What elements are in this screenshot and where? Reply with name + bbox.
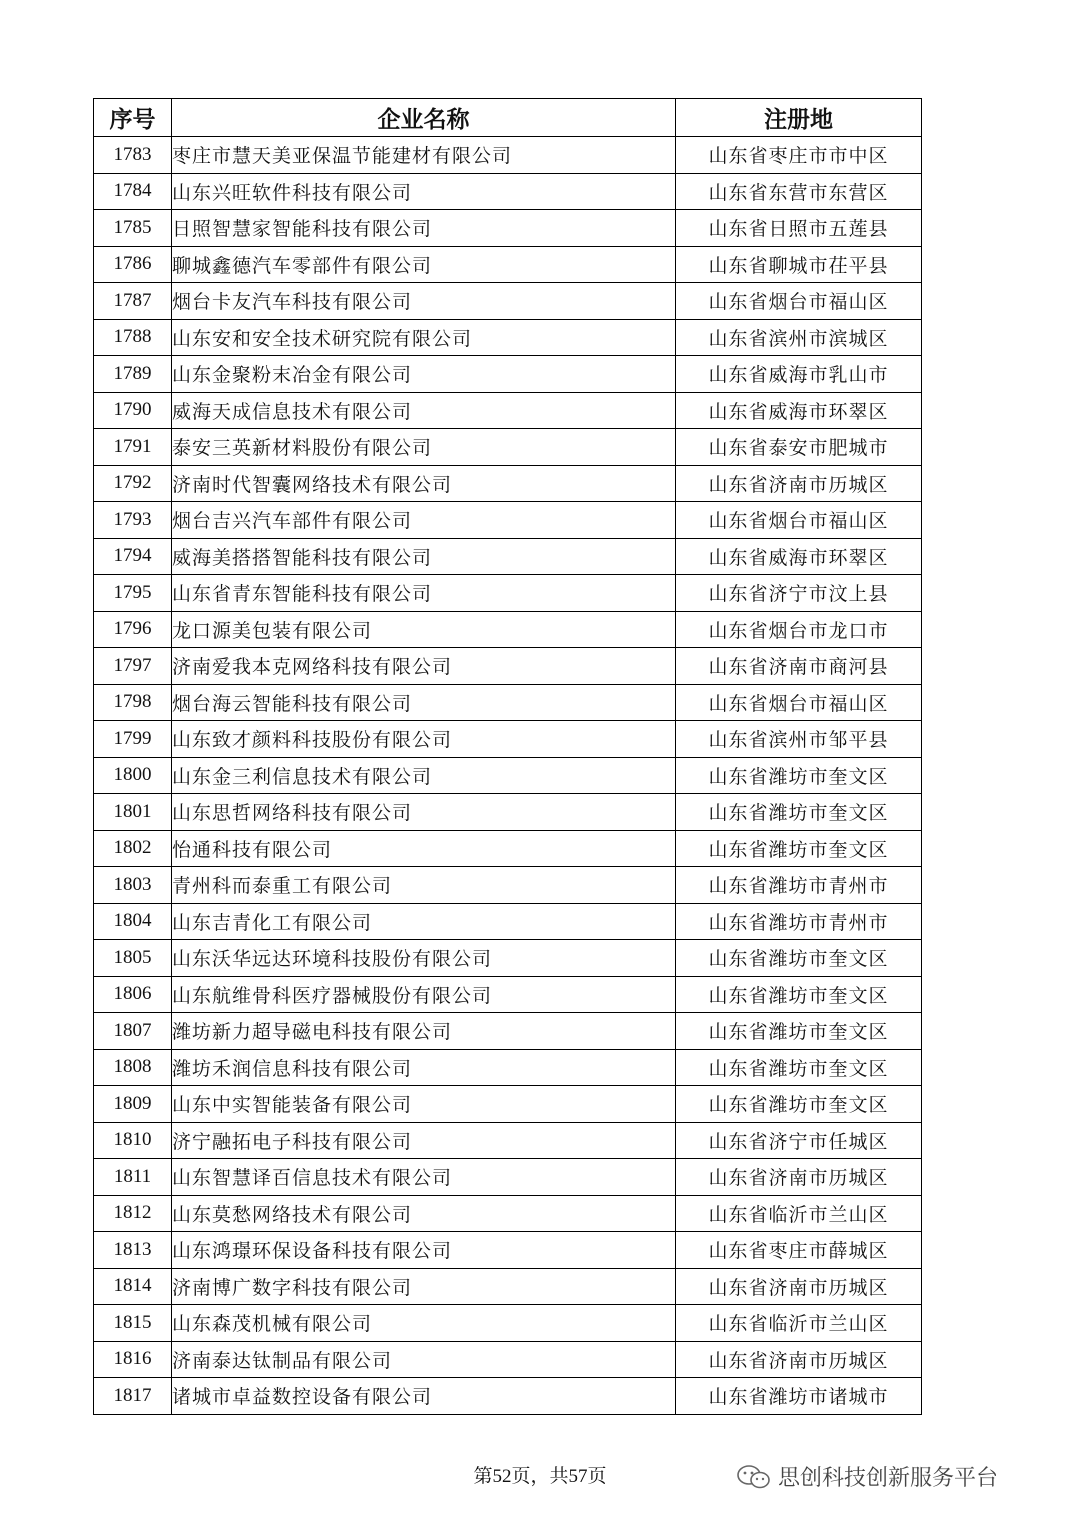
row-seq-cell: 1788 <box>94 319 172 356</box>
watermark <box>736 1461 998 1492</box>
row-company-name-cell: 山东莫愁网络技术有限公司 <box>172 1195 676 1232</box>
row-company-name-cell: 山东省青东智能科技有限公司 <box>172 575 676 612</box>
table-row <box>94 392 922 429</box>
row-company-name-cell: 山东鸿璟环保设备科技有限公司 <box>172 1232 676 1269</box>
row-address-cell: 山东省烟台市福山区 <box>676 684 922 721</box>
table-row <box>94 356 922 393</box>
row-seq-cell: 1785 <box>94 210 172 247</box>
row-address-cell: 山东省烟台市龙口市 <box>676 611 922 648</box>
table-row <box>94 538 922 575</box>
table-row <box>94 1122 922 1159</box>
row-company-name-cell: 山东金三利信息技术有限公司 <box>172 757 676 794</box>
row-address-cell: 山东省潍坊市奎文区 <box>676 1013 922 1050</box>
table-row <box>94 794 922 831</box>
row-seq-cell: 1808 <box>94 1049 172 1086</box>
row-company-name-cell: 枣庄市慧天美亚保温节能建材有限公司 <box>172 137 676 174</box>
row-company-name-cell: 济南时代智囊网络技术有限公司 <box>172 465 676 502</box>
row-company-name-cell: 烟台卡友汽车科技有限公司 <box>172 283 676 320</box>
row-company-name-cell: 烟台吉兴汽车部件有限公司 <box>172 502 676 539</box>
table-row <box>94 502 922 539</box>
row-address-cell: 山东省潍坊市奎文区 <box>676 794 922 831</box>
table-row <box>94 1049 922 1086</box>
row-address-cell: 山东省潍坊市青州市 <box>676 867 922 904</box>
row-address-cell: 山东省临沂市兰山区 <box>676 1195 922 1232</box>
row-address-cell: 山东省临沂市兰山区 <box>676 1305 922 1342</box>
row-seq-cell: 1800 <box>94 757 172 794</box>
row-address-cell: 山东省潍坊市奎文区 <box>676 830 922 867</box>
table-row <box>94 246 922 283</box>
row-address-cell: 山东省泰安市肥城市 <box>676 429 922 466</box>
wechat-icon <box>736 1464 772 1490</box>
row-company-name-cell: 山东航维骨科医疗器械股份有限公司 <box>172 976 676 1013</box>
row-company-name-cell: 山东兴旺软件科技有限公司 <box>172 173 676 210</box>
table-row <box>94 429 922 466</box>
table-row <box>94 319 922 356</box>
row-seq-cell: 1797 <box>94 648 172 685</box>
row-address-cell: 山东省潍坊市奎文区 <box>676 940 922 977</box>
row-address-cell: 山东省枣庄市市中区 <box>676 137 922 174</box>
company-table <box>93 98 922 1415</box>
table-row <box>94 757 922 794</box>
table-row <box>94 830 922 867</box>
row-company-name-cell: 济南泰达钛制品有限公司 <box>172 1341 676 1378</box>
table-row <box>94 1305 922 1342</box>
row-seq-cell: 1813 <box>94 1232 172 1269</box>
row-address-cell: 山东省潍坊市诸城市 <box>676 1378 922 1415</box>
row-address-cell: 山东省枣庄市薛城区 <box>676 1232 922 1269</box>
table-row <box>94 721 922 758</box>
table-row <box>94 1378 922 1415</box>
row-seq-cell: 1816 <box>94 1341 172 1378</box>
table-row <box>94 283 922 320</box>
table-row <box>94 903 922 940</box>
row-address-cell: 山东省烟台市福山区 <box>676 502 922 539</box>
row-seq-cell: 1787 <box>94 283 172 320</box>
table-row <box>94 173 922 210</box>
row-seq-cell: 1803 <box>94 867 172 904</box>
row-seq-cell: 1807 <box>94 1013 172 1050</box>
row-company-name-cell: 山东沃华远达环境科技股份有限公司 <box>172 940 676 977</box>
header-registered-address: 注册地 <box>676 99 922 137</box>
row-company-name-cell: 潍坊新力超导磁电科技有限公司 <box>172 1013 676 1050</box>
row-seq-cell: 1810 <box>94 1122 172 1159</box>
page-number: 第52页，共57页 <box>473 1466 607 1487</box>
row-address-cell: 山东省威海市乳山市 <box>676 356 922 393</box>
row-seq-cell: 1796 <box>94 611 172 648</box>
row-seq-cell: 1791 <box>94 429 172 466</box>
table-row <box>94 648 922 685</box>
row-seq-cell: 1795 <box>94 575 172 612</box>
row-company-name-cell: 山东金聚粉末冶金有限公司 <box>172 356 676 393</box>
header-company-name: 企业名称 <box>172 99 676 137</box>
row-address-cell: 山东省济南市商河县 <box>676 648 922 685</box>
row-seq-cell: 1794 <box>94 538 172 575</box>
row-seq-cell: 1801 <box>94 794 172 831</box>
row-seq-cell: 1786 <box>94 246 172 283</box>
table-body <box>94 137 922 1415</box>
row-address-cell: 山东省东营市东营区 <box>676 173 922 210</box>
table-row <box>94 976 922 1013</box>
table-header-row <box>94 99 922 137</box>
row-seq-cell: 1811 <box>94 1159 172 1196</box>
table-row <box>94 867 922 904</box>
row-address-cell: 山东省聊城市茌平县 <box>676 246 922 283</box>
row-address-cell: 山东省潍坊市奎文区 <box>676 976 922 1013</box>
row-address-cell: 山东省滨州市邹平县 <box>676 721 922 758</box>
row-company-name-cell: 烟台海云智能科技有限公司 <box>172 684 676 721</box>
row-seq-cell: 1817 <box>94 1378 172 1415</box>
table-row <box>94 1013 922 1050</box>
table-row <box>94 210 922 247</box>
row-company-name-cell: 诸城市卓益数控设备有限公司 <box>172 1378 676 1415</box>
table-row <box>94 1086 922 1123</box>
row-address-cell: 山东省济宁市汶上县 <box>676 575 922 612</box>
table-row <box>94 1159 922 1196</box>
row-company-name-cell: 聊城鑫德汽车零部件有限公司 <box>172 246 676 283</box>
watermark-text: 思创科技创新服务平台 <box>778 1466 999 1491</box>
row-address-cell: 山东省烟台市福山区 <box>676 283 922 320</box>
row-company-name-cell: 济宁融拓电子科技有限公司 <box>172 1122 676 1159</box>
row-seq-cell: 1804 <box>94 903 172 940</box>
row-seq-cell: 1815 <box>94 1305 172 1342</box>
row-seq-cell: 1812 <box>94 1195 172 1232</box>
row-address-cell: 山东省潍坊市奎文区 <box>676 1049 922 1086</box>
table-row <box>94 1268 922 1305</box>
row-seq-cell: 1784 <box>94 173 172 210</box>
row-seq-cell: 1792 <box>94 465 172 502</box>
row-seq-cell: 1799 <box>94 721 172 758</box>
row-company-name-cell: 威海天成信息技术有限公司 <box>172 392 676 429</box>
row-address-cell: 山东省济南市历城区 <box>676 1268 922 1305</box>
row-company-name-cell: 山东智慧译百信息技术有限公司 <box>172 1159 676 1196</box>
table-row <box>94 1341 922 1378</box>
row-company-name-cell: 威海美搭搭智能科技有限公司 <box>172 538 676 575</box>
row-company-name-cell: 山东中实智能装备有限公司 <box>172 1086 676 1123</box>
row-address-cell: 山东省济南市历城区 <box>676 465 922 502</box>
table-row <box>94 1232 922 1269</box>
table-row <box>94 465 922 502</box>
row-seq-cell: 1798 <box>94 684 172 721</box>
table-row <box>94 940 922 977</box>
row-seq-cell: 1805 <box>94 940 172 977</box>
table-row <box>94 1195 922 1232</box>
row-company-name-cell: 山东思哲网络科技有限公司 <box>172 794 676 831</box>
row-company-name-cell: 山东森茂机械有限公司 <box>172 1305 676 1342</box>
row-company-name-cell: 山东吉青化工有限公司 <box>172 903 676 940</box>
row-seq-cell: 1783 <box>94 137 172 174</box>
table-row <box>94 611 922 648</box>
table-row <box>94 575 922 612</box>
row-company-name-cell: 济南博广数字科技有限公司 <box>172 1268 676 1305</box>
row-address-cell: 山东省日照市五莲县 <box>676 210 922 247</box>
row-company-name-cell: 山东致才颜料科技股份有限公司 <box>172 721 676 758</box>
row-seq-cell: 1814 <box>94 1268 172 1305</box>
row-company-name-cell: 潍坊禾润信息科技有限公司 <box>172 1049 676 1086</box>
table-row <box>94 684 922 721</box>
header-seq: 序号 <box>94 99 172 137</box>
row-address-cell: 山东省滨州市滨城区 <box>676 319 922 356</box>
row-seq-cell: 1809 <box>94 1086 172 1123</box>
row-address-cell: 山东省威海市环翠区 <box>676 392 922 429</box>
row-company-name-cell: 日照智慧家智能科技有限公司 <box>172 210 676 247</box>
row-company-name-cell: 青州科而泰重工有限公司 <box>172 867 676 904</box>
row-seq-cell: 1793 <box>94 502 172 539</box>
row-address-cell: 山东省潍坊市奎文区 <box>676 757 922 794</box>
row-address-cell: 山东省济南市历城区 <box>676 1341 922 1378</box>
row-company-name-cell: 龙口源美包装有限公司 <box>172 611 676 648</box>
table-row <box>94 137 922 174</box>
row-seq-cell: 1789 <box>94 356 172 393</box>
row-address-cell: 山东省济宁市任城区 <box>676 1122 922 1159</box>
row-seq-cell: 1806 <box>94 976 172 1013</box>
row-company-name-cell: 怡通科技有限公司 <box>172 830 676 867</box>
row-company-name-cell: 山东安和安全技术研究院有限公司 <box>172 319 676 356</box>
row-company-name-cell: 泰安三英新材料股份有限公司 <box>172 429 676 466</box>
row-address-cell: 山东省威海市环翠区 <box>676 538 922 575</box>
row-company-name-cell: 济南爱我本克网络科技有限公司 <box>172 648 676 685</box>
row-address-cell: 山东省潍坊市青州市 <box>676 903 922 940</box>
row-seq-cell: 1802 <box>94 830 172 867</box>
row-address-cell: 山东省济南市历城区 <box>676 1159 922 1196</box>
row-address-cell: 山东省潍坊市奎文区 <box>676 1086 922 1123</box>
row-seq-cell: 1790 <box>94 392 172 429</box>
